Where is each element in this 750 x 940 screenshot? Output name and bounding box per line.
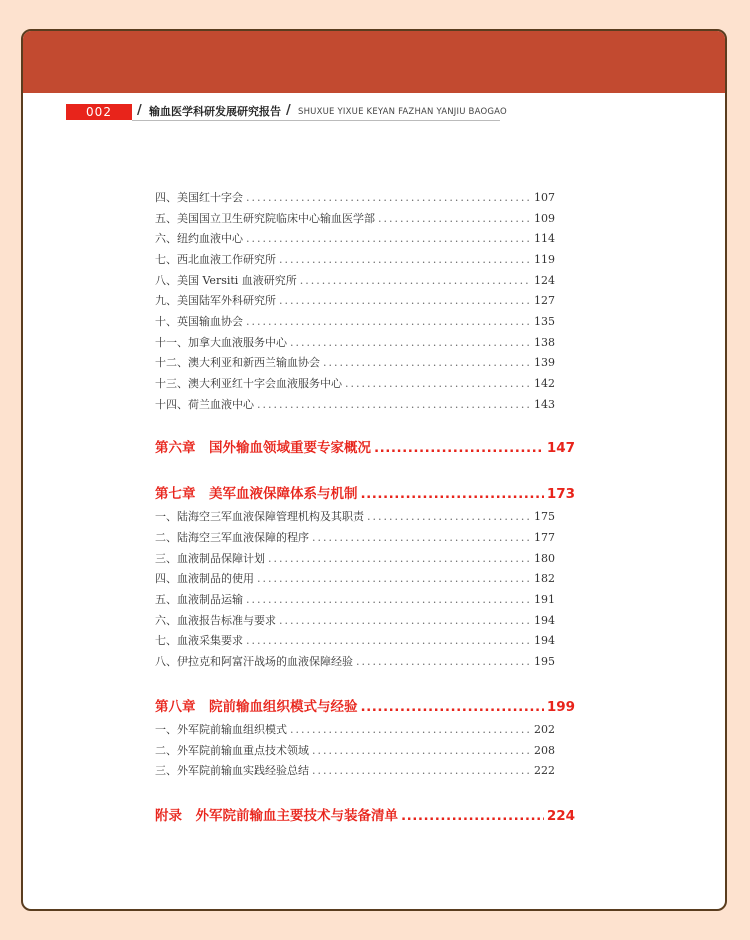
- toc-chapter-7[interactable]: 第七章 美军血液保障体系与机制 ..... 173: [155, 482, 575, 504]
- toc-chapter-8[interactable]: 第八章 院前输血组织模式与经验 ..... 199: [155, 695, 575, 717]
- book-title: 输血医学科研发展研究报告: [149, 105, 281, 118]
- toc-entry[interactable]: 一、外军院前输血组织模式 ..... 202: [155, 721, 555, 741]
- toc-chapter-6[interactable]: 第六章 国外输血领域重要专家概况 ..... 147: [155, 436, 575, 458]
- top-color-band: [23, 31, 725, 93]
- header-separator-1: /: [137, 103, 142, 118]
- page-number: 002: [66, 104, 132, 120]
- toc-entry[interactable]: 五、美国国立卫生研究院临床中心输血医学部 ..... 109: [155, 210, 555, 230]
- toc-entry[interactable]: 十三、澳大利亚红十字会血液服务中心 ..... 142: [155, 375, 555, 395]
- toc-entry[interactable]: 三、外军院前输血实践经验总结 ..... 222: [155, 762, 555, 782]
- header-rule: [132, 120, 500, 121]
- toc-entry[interactable]: 六、纽约血液中心 ..... 114: [155, 230, 555, 250]
- running-header: [66, 104, 626, 120]
- header-separator-2: /: [286, 103, 291, 118]
- toc-entry[interactable]: 四、美国红十字会 ..... 107: [155, 189, 555, 209]
- toc-entry[interactable]: 十一、加拿大血液服务中心 ..... 138: [155, 334, 555, 354]
- toc-entry[interactable]: 一、陆海空三军血液保障管理机构及其职责 ..... 175: [155, 508, 555, 528]
- toc-entry[interactable]: 八、美国 Versiti 血液研究所 ..... 124: [155, 272, 555, 292]
- toc-entry[interactable]: 二、陆海空三军血液保障的程序 ..... 177: [155, 529, 555, 549]
- book-title-pinyin: SHUXUE YIXUE KEYAN FAZHAN YANJIU BAOGAO: [298, 107, 507, 117]
- toc-entry[interactable]: 七、西北血液工作研究所 ..... 119: [155, 251, 555, 271]
- toc-entry[interactable]: 十四、荷兰血液中心 ..... 143: [155, 396, 555, 416]
- toc-entry[interactable]: 三、血液制品保障计划 ..... 180: [155, 550, 555, 570]
- toc-entry[interactable]: 二、外军院前输血重点技术领域 ..... 208: [155, 742, 555, 762]
- toc-entry[interactable]: 七、血液采集要求 ..... 194: [155, 632, 555, 652]
- toc-appendix[interactable]: 附录 外军院前输血主要技术与装备清单 ..... 224: [155, 804, 575, 826]
- toc-entry[interactable]: 九、美国陆军外科研究所 ..... 127: [155, 292, 555, 312]
- toc-entry[interactable]: 五、血液制品运输 ..... 191: [155, 591, 555, 611]
- toc-entry[interactable]: 八、伊拉克和阿富汗战场的血液保障经验 ..... 195: [155, 653, 555, 673]
- toc-entry[interactable]: 四、血液制品的使用 ..... 182: [155, 570, 555, 590]
- toc-entry[interactable]: 十二、澳大利亚和新西兰输血协会 ..... 139: [155, 354, 555, 374]
- toc-entry[interactable]: 十、英国输血协会 ..... 135: [155, 313, 555, 333]
- toc-entry[interactable]: 六、血液报告标准与要求 ..... 194: [155, 612, 555, 632]
